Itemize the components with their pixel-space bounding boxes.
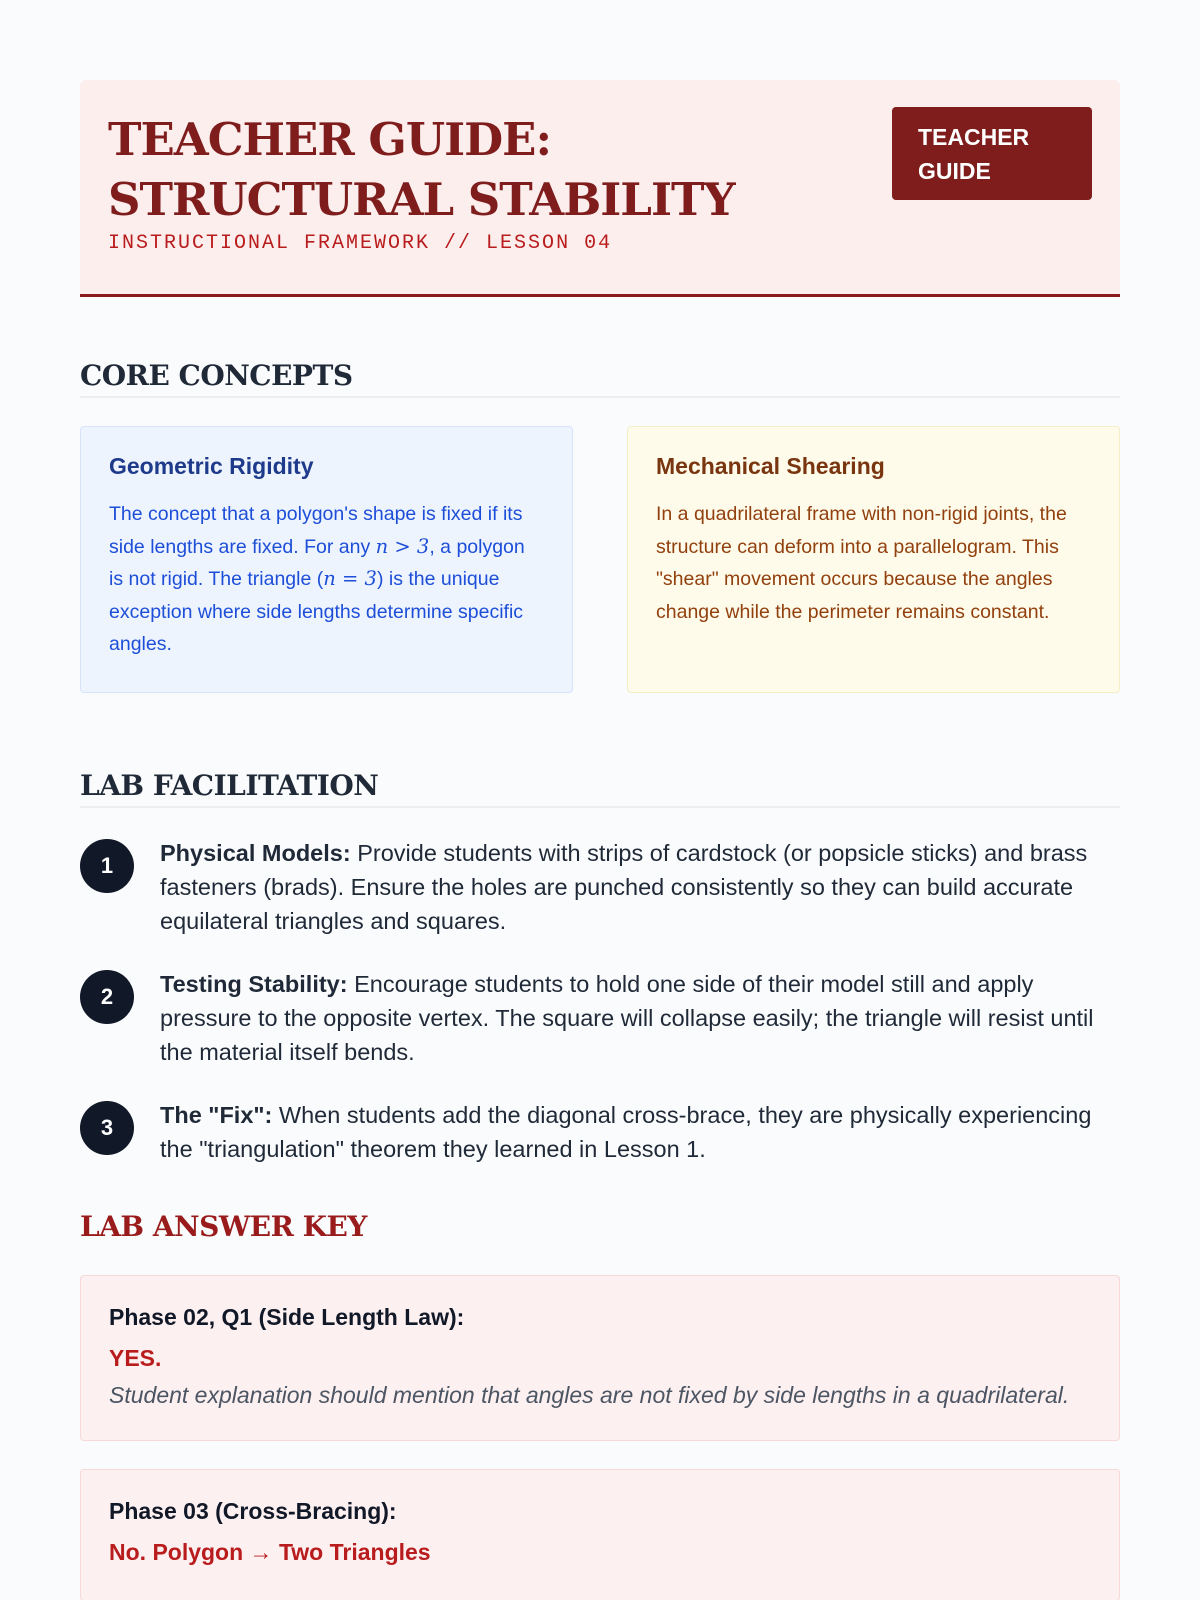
- answer-question: Phase 02, Q1 (Side Length Law):: [109, 1304, 465, 1330]
- answer-value: YES.: [109, 1345, 162, 1371]
- concept-card-title: Geometric Rigidity: [109, 453, 314, 479]
- core-concepts-section: [80, 359, 1120, 693]
- step-number-badge: 1: [80, 839, 134, 893]
- section-title-core-concepts: CORE CONCEPTS: [80, 359, 1120, 398]
- step-text: The "Fix": When students add the diagonal cross-brace, they are physically experiencing the "triangulation" theorem they learned in Lesson 1.: [160, 1102, 1092, 1162]
- facilitation-step: [80, 1098, 1120, 1166]
- page-subtitle: INSTRUCTIONAL FRAMEWORK // LESSON 04: [108, 232, 613, 255]
- answer-question: Phase 03 (Cross-Bracing):: [109, 1498, 397, 1524]
- header-banner: [80, 80, 1120, 297]
- section-title-answer-key: LAB ANSWER KEY: [80, 1210, 367, 1243]
- lab-facilitation-section: [80, 769, 1120, 1166]
- concept-card-body: The concept that a polygon's shape is fixed if its side lengths are fixed. For any n > 3, a polygon is not rigid. The triangle (n = 3) is the unique exception where side lengths determine specific angles.: [109, 503, 525, 655]
- answer-value: No. Polygon → Two Triangles: [109, 1539, 431, 1565]
- concept-card-body: In a quadrilateral frame with non-rigid joints, the structure can deform into a parallelogram. This "shear" movement occurs because the angles change while the perimeter remains constant.: [656, 503, 1067, 623]
- teacher-guide-badge: TEACHER GUIDE: [892, 107, 1092, 200]
- facilitation-step: [80, 967, 1120, 1069]
- step-text: Physical Models: Provide students with strips of cardstock (or popsicle sticks) and brass fasteners (brads). Ensure the holes are punched consistently so they can build accurate equilateral triangles and squares.: [160, 840, 1088, 934]
- step-number-badge: 3: [80, 1101, 134, 1155]
- concept-card-geometric-rigidity: [80, 426, 573, 693]
- concept-card-title: Mechanical Shearing: [656, 453, 885, 479]
- page-title: TEACHER GUIDE: STRUCTURAL STABILITY: [108, 113, 735, 226]
- concept-card-mechanical-shearing: [627, 426, 1120, 693]
- step-number-badge: 2: [80, 970, 134, 1024]
- answer-card: [80, 1275, 1120, 1441]
- answer-key-section: [80, 1210, 1120, 1600]
- math-n-equals-3: n = 3: [323, 567, 377, 590]
- math-n-greater-3: n > 3: [375, 534, 430, 558]
- facilitation-step: [80, 836, 1120, 938]
- answer-card: [80, 1469, 1120, 1600]
- section-title-lab-facilitation: LAB FACILITATION: [80, 769, 1120, 808]
- answer-explanation: Student explanation should mention that angles are not fixed by side lengths in a quadrilateral.: [109, 1382, 1070, 1408]
- step-text: Testing Stability: Encourage students to hold one side of their model still and apply pressure to the opposite vertex. The square will collapse easily; the triangle will resist until the material itself bends.: [160, 971, 1094, 1065]
